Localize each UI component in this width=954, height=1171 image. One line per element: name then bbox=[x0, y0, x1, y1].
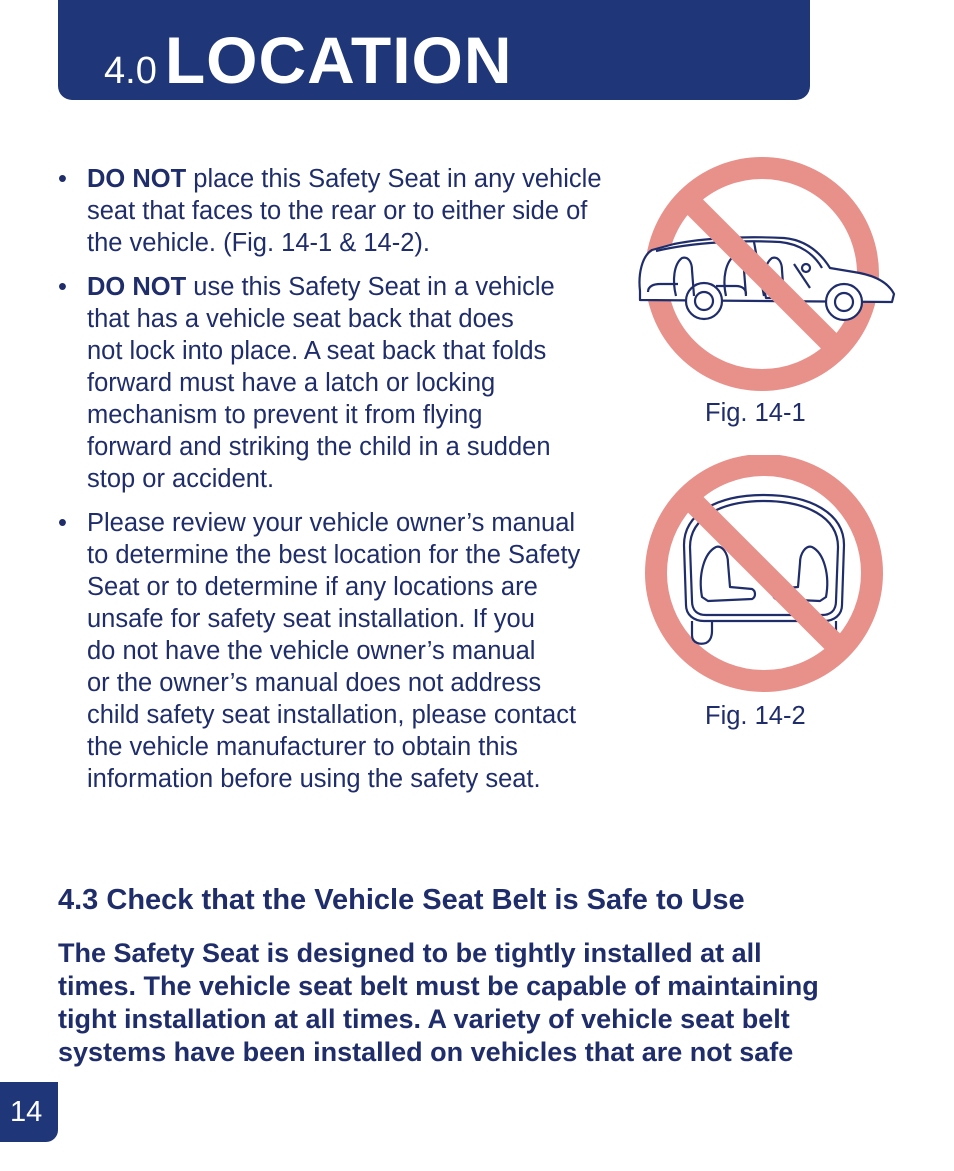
bullet-dot: • bbox=[58, 165, 67, 193]
bullet-line: forward and striking the child in a sudden bbox=[87, 433, 551, 461]
section-heading: 4.3 Check that the Vehicle Seat Belt is Safe to Use bbox=[58, 884, 745, 916]
bullet-list bbox=[55, 163, 655, 807]
bullet-dot: • bbox=[58, 509, 67, 537]
bullet-line: seat that faces to the rear or to either side of bbox=[87, 197, 588, 225]
body-line: times. The vehicle seat belt must be capable of maintaining bbox=[58, 971, 819, 1001]
bullet-line: forward must have a latch or locking bbox=[87, 369, 496, 397]
body-line: tight installation at all times. A variety of vehicle seat belt bbox=[58, 1004, 790, 1034]
bullet-line: or the owner’s manual does not address bbox=[87, 669, 542, 697]
bullet-line: not lock into place. A seat back that folds bbox=[87, 337, 547, 365]
bullet-line: that has a vehicle seat back that does bbox=[87, 305, 514, 333]
do-not-label: DO NOT bbox=[87, 165, 187, 193]
bullet-item bbox=[55, 163, 655, 259]
body-line: systems have been installed on vehicles that are not safe bbox=[58, 1037, 794, 1067]
bullet-line: the vehicle manufacturer to obtain this bbox=[87, 733, 518, 761]
section-title: LOCATION bbox=[164, 23, 513, 97]
figure-caption: Fig. 14-1 bbox=[705, 399, 806, 427]
bullet-line: child safety seat installation, please contact bbox=[87, 701, 577, 729]
body-line: The Safety Seat is designed to be tightly installed at all bbox=[58, 938, 762, 968]
bullet-line: Seat or to determine if any locations are bbox=[87, 573, 538, 601]
page-number: 14 bbox=[10, 1096, 43, 1128]
bullet-line: information before using the safety seat. bbox=[87, 765, 541, 793]
bullet-first-line: DO NOT use this Safety Seat in a vehicle bbox=[87, 273, 555, 301]
bullet-line: to determine the best location for the Safety bbox=[87, 541, 581, 569]
bullet-dot: • bbox=[58, 273, 67, 301]
bullet-line: stop or accident. bbox=[87, 465, 275, 493]
bullet-line: the vehicle. (Fig. 14-1 & 14-2). bbox=[87, 229, 430, 257]
section-number: 4.0 bbox=[104, 50, 157, 92]
figure-caption: Fig. 14-2 bbox=[705, 702, 806, 730]
bullet-line: do not have the vehicle owner’s manual bbox=[87, 637, 536, 665]
bullet-item bbox=[55, 507, 655, 795]
rear-view-car-prohibited-icon bbox=[640, 455, 888, 695]
side-view-car-prohibited-icon bbox=[634, 156, 898, 396]
bullet-line: mechanism to prevent it from flying bbox=[87, 401, 483, 429]
page-title bbox=[104, 22, 513, 98]
bullet-line: unsafe for safety seat installation. If you bbox=[87, 605, 535, 633]
bullet-first-line: Please review your vehicle owner’s manual bbox=[87, 509, 576, 537]
bullet-first-line: DO NOT place this Safety Seat in any vehicle bbox=[87, 165, 602, 193]
do-not-label: DO NOT bbox=[87, 273, 187, 301]
bullet-item bbox=[55, 271, 655, 495]
section-body bbox=[58, 937, 908, 1069]
